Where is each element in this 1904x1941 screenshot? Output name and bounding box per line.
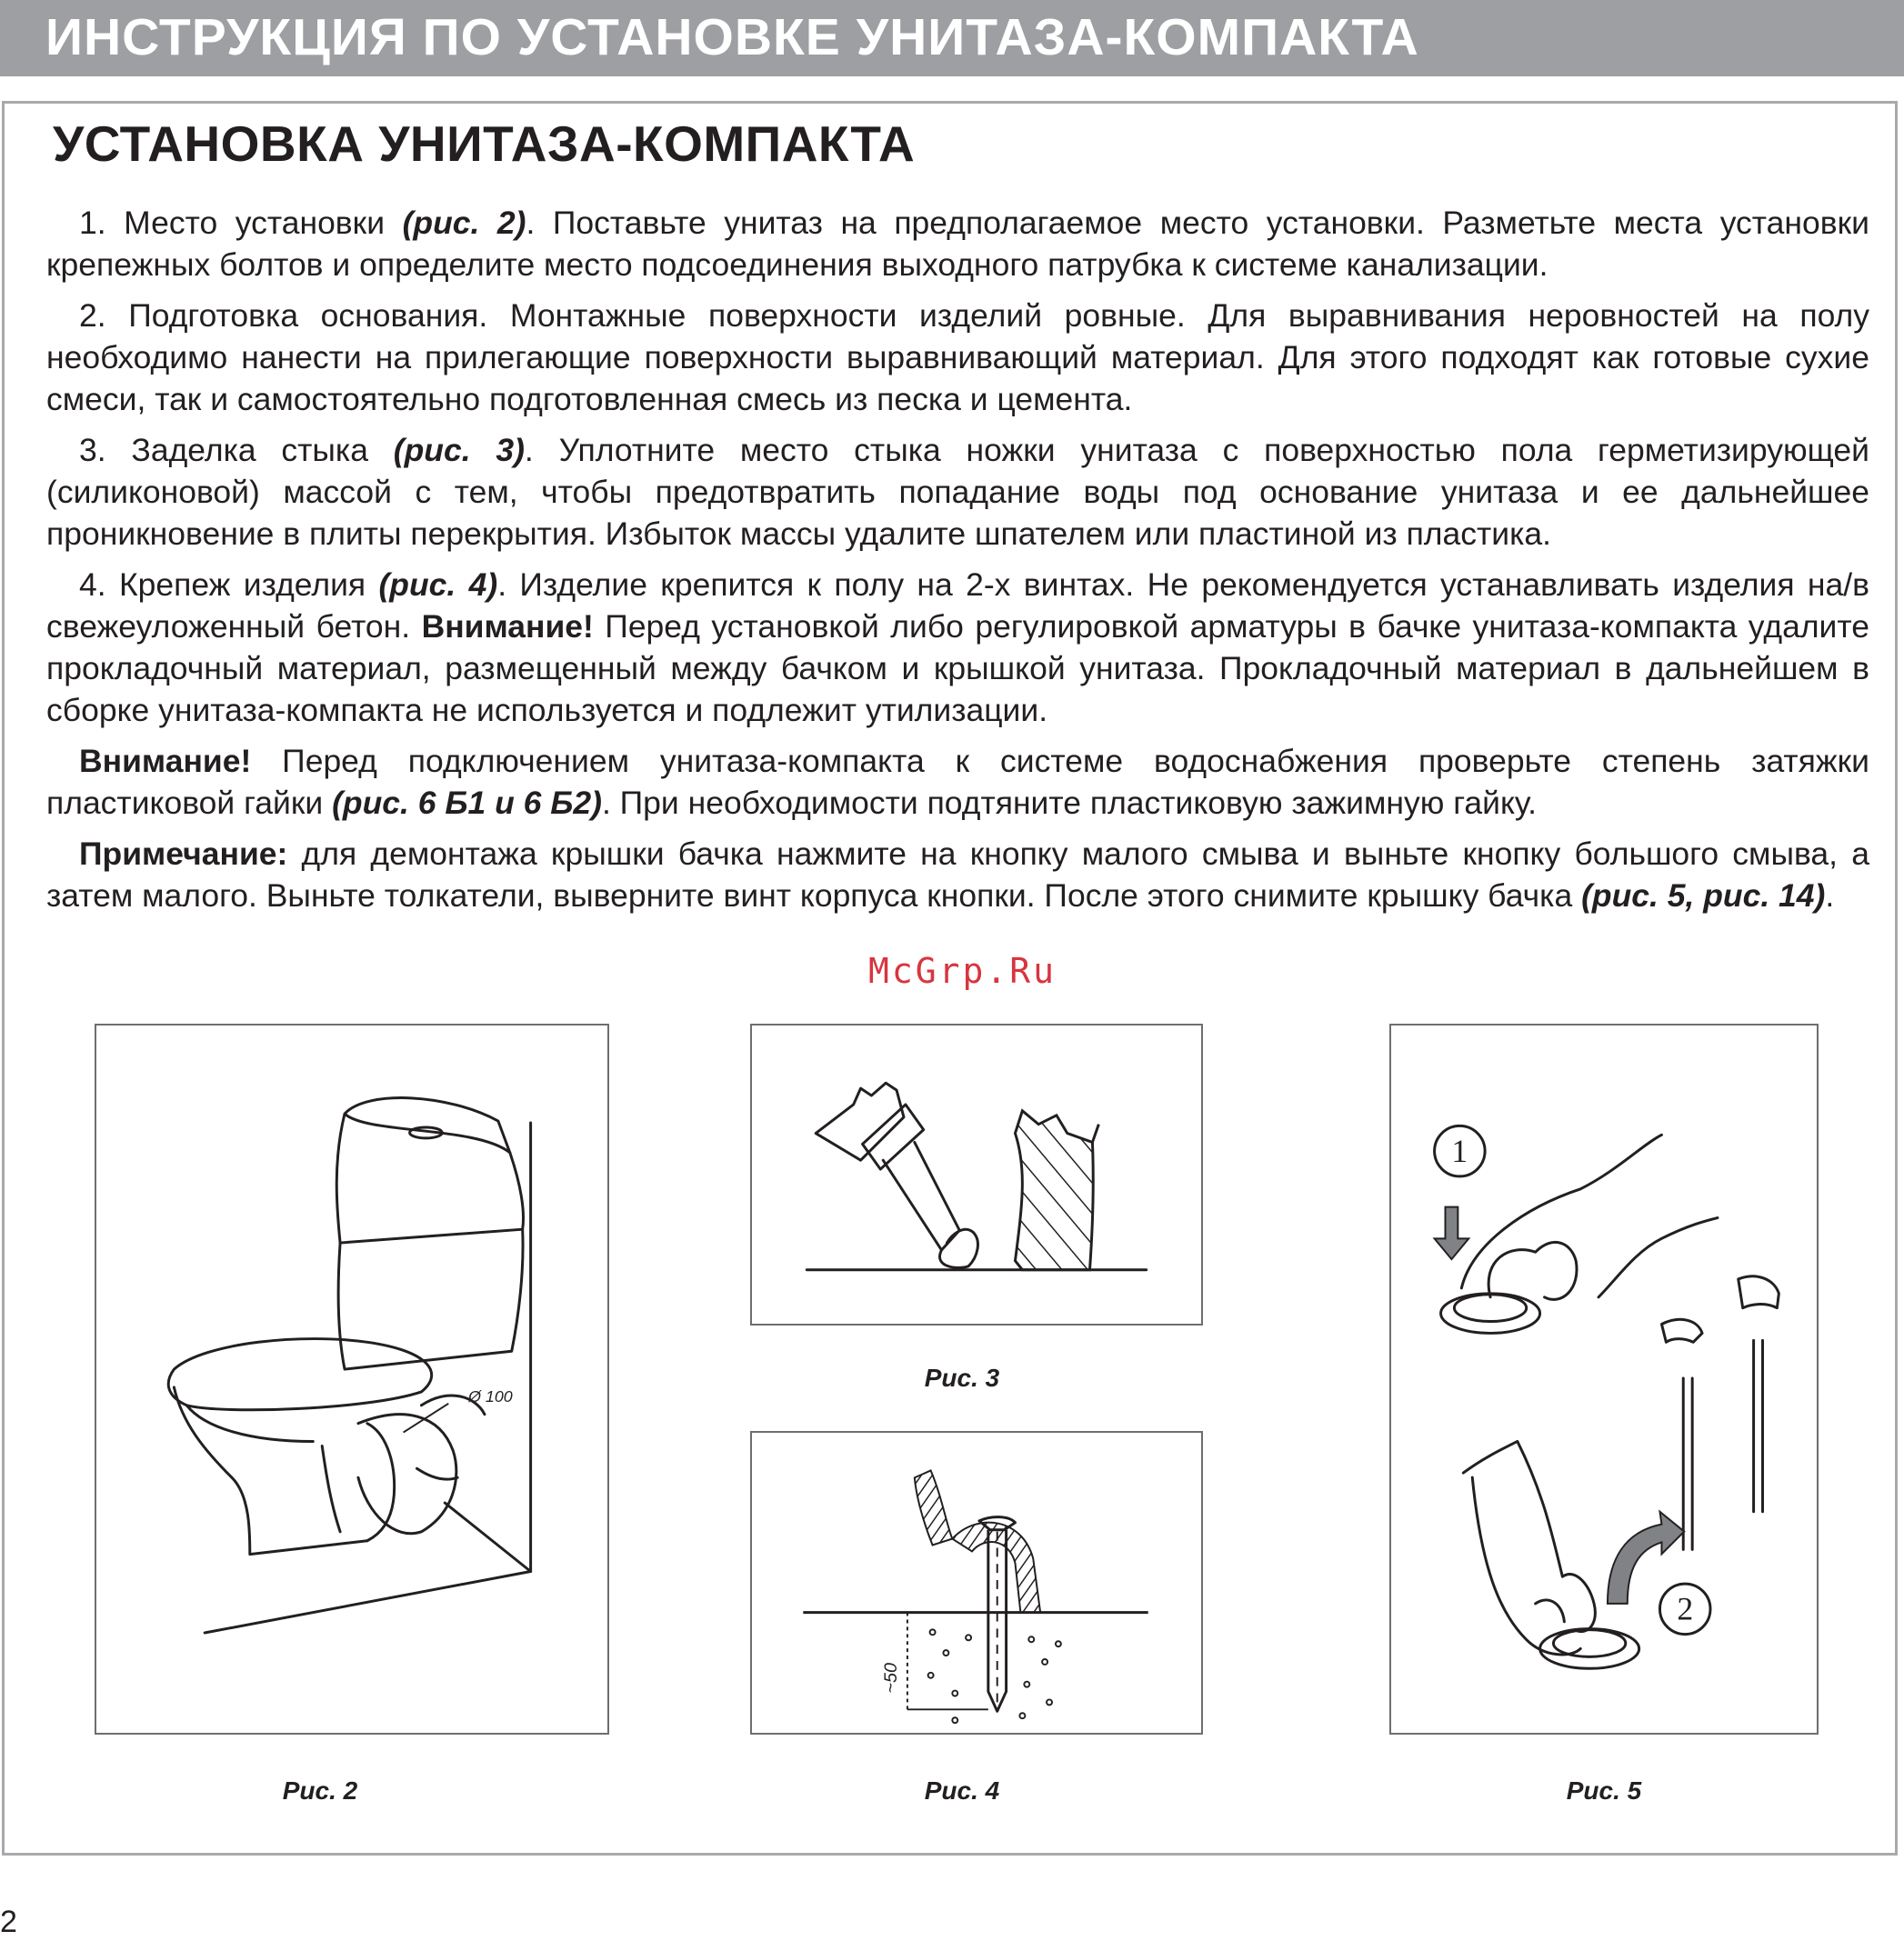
figure-4-caption: Рис. 4 (924, 1776, 1000, 1805)
figure-4-fixing (750, 1431, 1203, 1735)
diameter-label: Ø 100 (468, 1386, 513, 1406)
paragraph-1: 1. Место установки (рис. 2). Поставьте унитаз на предполагаемое место установки. Разметьте места установки крепежных болтов и определите место подсоединения выходного патрубка к системе канализации. (46, 205, 1869, 283)
screw-illustration (752, 1433, 1201, 1733)
instruction-text (46, 202, 1869, 925)
paragraph-4: 4. Крепеж изделия (рис. 4). Изделие крепится к полу на 2-х винтах. Не рекомендуется устанавливать изделия на/в свежеуложенный бетон. Внимание! Перед установкой либо регулировкой арматуры в бачке унитаза-компакта удалите прокладочный материал, размещенный между бачком и крышкой унитаза. Прокладочный материал в дальнейшем в сборке унитаза-компакта не используется и подлежит утилизации. (46, 566, 1869, 728)
paragraph-3: 3. Заделка стыка (рис. 3). Уплотните место стыка ножки унитаза с поверхностью пола герметизирующей (силиконовой) массой с тем, чтобы предотвратить попадание воды под основание унитаза и ее дальнейшее проникновение в плиты перекрытия. Избыток массы удалите шпателем или пластиной из пластика. (46, 432, 1869, 552)
sealant-illustration (752, 1026, 1201, 1324)
button-removal-illustration (1391, 1026, 1817, 1733)
watermark: McGrp.Ru (868, 951, 1057, 991)
figure-2-toilet (95, 1024, 609, 1735)
figure-3-caption: Рис. 3 (924, 1364, 1000, 1392)
figure-3-sealing (750, 1024, 1203, 1326)
figure-reference: (рис. 2) (402, 205, 526, 241)
arrow-curved-icon (1608, 1512, 1684, 1604)
arrow-down-icon (1435, 1207, 1469, 1260)
page-number: 2 (0, 1905, 17, 1939)
warning-label: Внимание! (79, 743, 252, 779)
warning-label: Внимание! (421, 608, 594, 645)
figure-reference: (рис. 6 Б1 и 6 Б2) (332, 785, 602, 821)
figure-reference: (рис. 3) (393, 432, 525, 468)
toilet-illustration (96, 1026, 607, 1733)
figure-reference: (рис. 5, рис. 14) (1581, 877, 1826, 914)
note-label: Примечание: (79, 835, 288, 872)
depth-label: ~50 (881, 1663, 902, 1694)
section-title: УСТАНОВКА УНИТАЗА-КОМПАКТА (53, 115, 916, 172)
figure-reference: (рис. 4) (378, 566, 498, 603)
paragraph-warning: Внимание! Перед подключением унитаза-компакта к системе водоснабжения проверьте степень затяжки пластиковой гайки (рис. 6 Б1 и 6 Б2). При необходимости подтяните пластиковую зажимную гайку. (46, 743, 1869, 821)
figure-5-button-removal (1389, 1024, 1819, 1735)
paragraph-note: Примечание: для демонтажа крышки бачка нажмите на кнопку малого смыва и выньте кнопку большого смыва, а затем малого. Выньте толкатели, выверните винт корпуса кнопки. После этого снимите крышку бачка (рис. 5, рис. 14). (46, 835, 1869, 914)
figure-5-caption: Рис. 5 (1566, 1776, 1642, 1805)
header-bar (0, 0, 1904, 76)
step-2-marker: 2 (1677, 1590, 1694, 1627)
paragraph-2: 2. Подготовка основания. Монтажные поверхности изделий ровные. Для выравнивания неровностей на полу необходимо нанести на прилегающие поверхности выравнивающий материал. Для этого подходят как готовые сухие смеси, так и самостоятельно подготовленная смесь из песка и цемента. (46, 297, 1869, 417)
step-1-marker: 1 (1451, 1133, 1468, 1170)
figure-2-caption: Рис. 2 (282, 1776, 358, 1805)
header-title: ИНСТРУКЦИЯ ПО УСТАНОВКЕ УНИТАЗА-КОМПАКТА (45, 8, 1419, 66)
